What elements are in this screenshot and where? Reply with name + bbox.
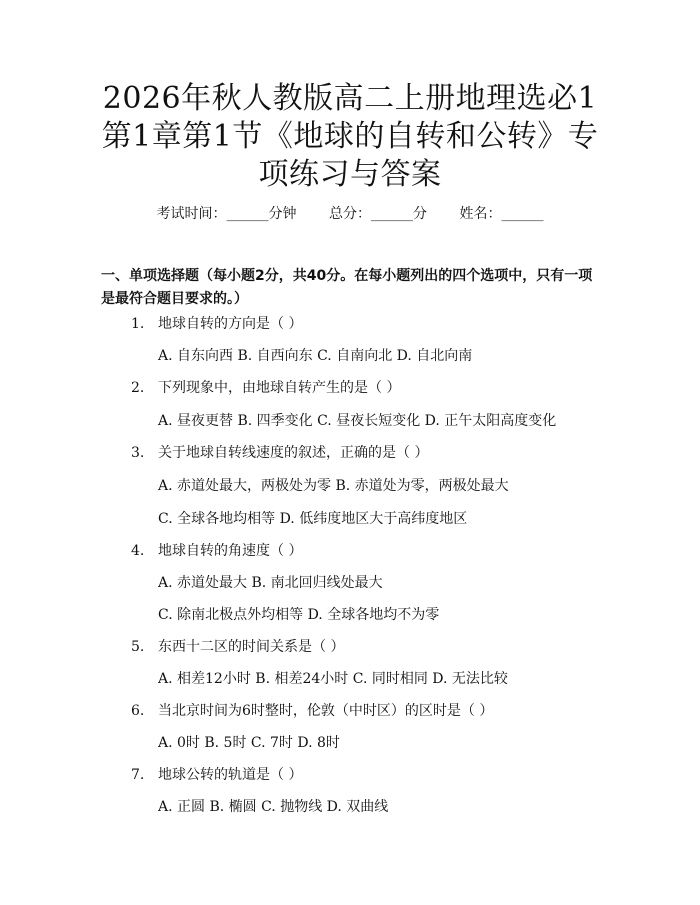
question-number: 3.	[131, 445, 145, 461]
question-text: 地球自转的角速度（ ）	[158, 543, 303, 559]
question-text: 关于地球自转线速度的叙述，正确的是（ ）	[158, 445, 429, 461]
question-3	[131, 441, 428, 465]
question-6	[131, 699, 493, 723]
question-1-options: A. 自东向西 B. 自西向东 C. 自南向北 D. 自北向南	[158, 348, 473, 364]
question-text: 下列现象中，由地球自转产生的是（ ）	[158, 380, 401, 396]
question-number: 2.	[131, 380, 145, 396]
question-4	[131, 539, 302, 563]
section-heading: 一、单项选择题（每小题2分，共40分。在每小题列出的四个选项中，只有一项是最符合题目要求的。）	[101, 268, 593, 307]
question-2	[131, 376, 400, 400]
question-text: 当北京时间为6时整时，伦敦（中时区）的区时是（ ）	[158, 703, 494, 719]
question-4-options-line-1: A. 赤道处最大 B. 南北回归线处最大	[158, 575, 383, 591]
question-2-options: A. 昼夜更替 B. 四季变化 C. 昼夜长短变化 D. 正午太阳高度变化	[158, 413, 557, 429]
question-text: 地球公转的轨道是（ ）	[158, 767, 303, 783]
student-name-field: 姓名：______	[459, 206, 544, 222]
question-number: 1.	[131, 316, 145, 332]
question-6-options: A. 0时 B. 5时 C. 7时 D. 8时	[158, 735, 340, 751]
question-3-options-line-1: A. 赤道处最大，两极处为零 B. 赤道处为零，两极处最大	[158, 478, 509, 494]
question-number: 7.	[131, 767, 145, 783]
exam-time-field: 考试时间：______分钟	[156, 206, 297, 222]
question-1	[131, 312, 302, 336]
question-text: 东西十二区的时间关系是（ ）	[158, 639, 345, 655]
question-3-options-line-2: C. 全球各地均相等 D. 低纬度地区大于高纬度地区	[158, 511, 468, 527]
total-score-field: 总分：______分	[329, 206, 427, 222]
question-7-options: A. 正圆 B. 椭圆 C. 抛物线 D. 双曲线	[158, 799, 389, 815]
exam-meta	[0, 202, 700, 226]
question-number: 6.	[131, 703, 145, 719]
question-4-options-line-2: C. 除南北极点外均相等 D. 全球各地均不为零	[158, 607, 440, 623]
question-5	[131, 635, 344, 659]
question-number: 4.	[131, 543, 145, 559]
question-5-options: A. 相差12小时 B. 相差24小时 C. 同时相同 D. 无法比较	[158, 671, 508, 687]
question-7	[131, 763, 302, 787]
question-number: 5.	[131, 639, 145, 655]
page-title: 2026年秋人教版高二上册地理选必1第1章第1节《地球的自转和公转》专项练习与答案	[101, 81, 599, 192]
question-text: 地球自转的方向是（ ）	[158, 316, 303, 332]
